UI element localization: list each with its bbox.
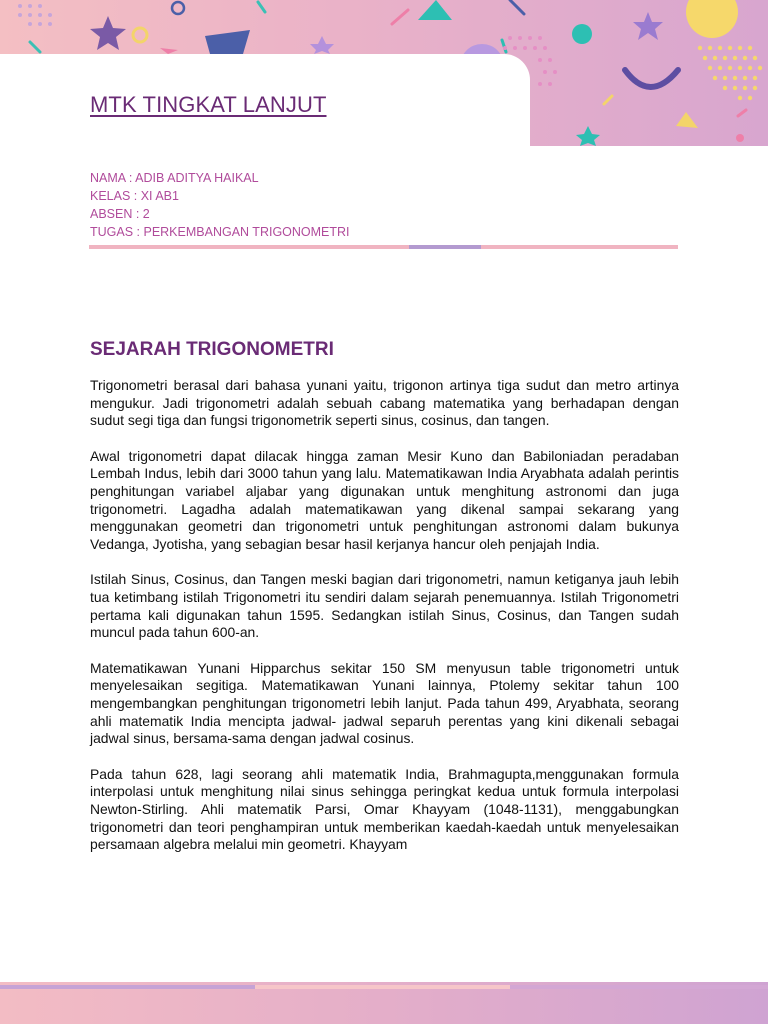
star-icon (633, 12, 663, 40)
paragraph: Pada tahun 628, lagi seorang ahli matematik India, Brahmagupta,menggunakan formula interpolasi untuk menghitung nilai sinus sehingga peringkat kedua untuk formula interpolasi Newton-Stirling. Ahli matematik Parsi, Omar Khayyam (1048-1131), menggabungkan trigonometri dan teori penghampiran untuk memberikan kaedah-kaedah untuk menyelesaikan persamaan algebra melalui min geometri. Khayyam (90, 765, 679, 853)
star-icon (576, 126, 600, 146)
info-kelas: KELAS : XI AB1 (90, 189, 179, 203)
footer-divider (0, 985, 768, 989)
info-tugas: TUGAS : PERKEMBANGAN TRIGONOMETRI (90, 225, 350, 239)
star-icon (90, 16, 126, 50)
header-divider (89, 245, 678, 249)
document-title: MTK TINGKAT LANJUT (90, 92, 327, 117)
section-title: SEJARAH TRIGONOMETRI (90, 339, 334, 360)
paragraph: Matematikawan Yunani Hipparchus sekitar 150 SM menyusun table trigonometri untuk menyelesaikan segitiga. Matematikawan Yunani lainnya, Ptolemy sekitar tahun 100 mengembangkan penghitungan trigonometri lebih lanjut. Pada tahun 499, Aryabhata, seorang ahli matematik India mencipta jadwal- jadwal separuh perentas yang kini dikenali sebagai jadwal sinus, bersama-sama dengan jadwal cosinus. (90, 659, 679, 747)
paragraph: Trigonometri berasal dari bahasa yunani yaitu, trigonon artinya tiga sudut dan metro artinya mengukur. Jadi trigonometri adalah sebuah cabang matematika yang berhadapan dengan sudut segi tiga dan fungsi trigonometrik seperti sinus, cosinus, dan tangen. (90, 377, 679, 429)
info-nama: NAMA : ADIB ADITYA HAIKAL (90, 171, 259, 185)
paragraph: Istilah Sinus, Cosinus, dan Tangen meski bagian dari trigonometri, namun ketiganya jauh lebih tua ketimbang istilah Trigonometri itu sendiri dalam sejarah penemuannya. Istilah Trigonometri pertama kali digunakan tahun 1595. Sedangkan istilah Sinus, Cosinus, dan Tangen sudah muncul pada tahun 600-an. (90, 571, 679, 641)
paragraph: Awal trigonometri dapat dilacak hingga zaman Mesir Kuno dan Babiloniadan peradaban Lembah Indus, lebih dari 3000 tahun yang lalu. Matematikawan India Aryabhata adalah perintis penghitungan variabel aljabar yang digunakan untuk menghitung astronomi dan juga trigonometri. Lagadha adalah matematikawan yang dikenal sampai sekarang yang menggunakan geometri dan trigonometri untuk penghitungan astronomi dalam bukunya Vedanga, Jyotisha, yang sebagian besar hasil kerjanya hancur oleh penjajah India. (90, 447, 679, 553)
section-body (90, 377, 679, 854)
student-info-list (90, 169, 350, 241)
info-absen: ABSEN : 2 (90, 207, 150, 221)
